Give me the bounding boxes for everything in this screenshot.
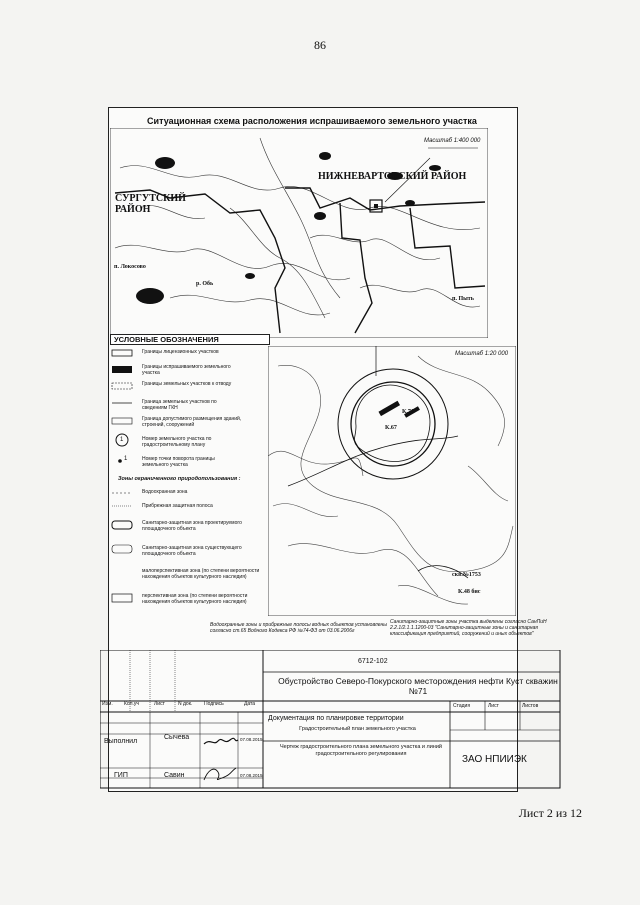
legend-item: Границы земельных участков к отводу: [142, 381, 232, 387]
legend-item: Границы лицензионных участков: [142, 349, 219, 355]
point-symbol-text: 1: [124, 456, 128, 462]
page-number: 86: [314, 38, 326, 52]
zone-item: перспективная зона (по степени вероятности нахождения объектов культурного наследия): [142, 593, 248, 605]
sheet-counter: Лист 2 из 12: [518, 806, 582, 820]
label-well-1753: скв.№1753: [452, 572, 481, 578]
doc-code: 6712-102: [358, 658, 388, 665]
legend-item: Граница допустимого размещения зданий, строений, сооружений: [142, 416, 242, 428]
place-label-pyt: п. Пыть: [452, 296, 474, 302]
role-chief-engineer: ГИП: [114, 772, 128, 779]
sheets-header: Листов: [522, 703, 539, 709]
sheet-header: Лист: [488, 703, 499, 709]
zone-item: Прибрежная защитная полоса: [142, 503, 213, 509]
note-water-zones: Водоохранные зоны и прибрежные полосы водных объектов установлены согласно ст.65 Водного Кодекса РФ №74-ФЗ от 03.06.2006г: [210, 622, 387, 634]
zone-item: Санитарно-защитная зона проектируемого площадочного объекта: [142, 520, 242, 532]
role-executor: Выполнил: [104, 738, 138, 745]
zone-item: Водоохранная зона: [142, 489, 188, 495]
requested-plot-symbol: [112, 366, 132, 373]
scale-large: Масштаб 1:400 000: [424, 138, 481, 144]
label-k71: К.71: [402, 409, 414, 415]
doc-subtitle-2: Чертеж градостроительного плана земельного участка и линий градостроительного регулирования: [280, 744, 442, 757]
doc-title: Документация по планировке территории: [268, 715, 404, 722]
organization: ЗАО НПИИЭК: [462, 754, 527, 765]
region-label-surgutsky: СУРГУТСКИЙ РАЙОН: [115, 193, 186, 215]
zone-item: малоперспективная зона (по степени вероятности нахождения объектов культурного наследия): [142, 568, 260, 580]
zones-header: Зоны ограниченного природопользования :: [118, 476, 241, 482]
region-label-nizhnevartovsky: НИЖНЕВАРТОВСКИЙ РАЙОН: [318, 171, 467, 182]
name-chief-engineer: Савин: [164, 772, 185, 779]
signature-sycheva: [204, 738, 238, 744]
legend-item: Граница земельных участков по сведениям ГКН: [142, 399, 217, 411]
legend-header: УСЛОВНЫЕ ОБОЗНАЧЕНИЯ: [110, 334, 270, 345]
name-executor: Сычева: [164, 734, 190, 741]
number-symbol-text: 1: [120, 437, 124, 443]
situation-map: [110, 128, 488, 338]
legend-item: Границы испрашиваемого земельного участка: [142, 364, 231, 376]
stage-header: Стадия: [453, 703, 471, 709]
label-k67: К.67: [385, 425, 397, 431]
legend-item: Номер точки поворота границы земельного участка: [142, 456, 215, 468]
legend-item: Номер земельного участка по градостроительному плану: [142, 436, 212, 448]
place-label-ob-river: р. Обь: [196, 281, 214, 287]
place-label-lokosovo: п. Локосово: [114, 264, 146, 270]
label-k48: К.48 бис: [458, 589, 481, 595]
scale-detail: Масштаб 1:20 000: [455, 351, 509, 357]
date-chief-engineer: 07.08.2015: [240, 773, 263, 778]
note-sanitary-zones: Санитарно-защитные зоны участка выделены согласно СанПиН 2.2.1/2.1.1.1200-03 "Санитарно-защитные зоны и санитарная классификация предприятий, сооружений и иных объектов": [390, 619, 547, 637]
doc-subtitle-1: Градостроительный план земельного участка: [299, 726, 416, 732]
project-title: Обустройство Северо-Покурского месторождения нефти Куст скважин №71: [278, 676, 558, 696]
licence-boundary-symbol: [112, 350, 132, 356]
drawing-title: Ситуационная схема расположения испрашиваемого земельного участка: [147, 116, 477, 126]
zone-item: Санитарно-защитная зона существующего площадочного объекта: [142, 545, 242, 557]
date-executor: 07.08.2015: [240, 737, 263, 742]
